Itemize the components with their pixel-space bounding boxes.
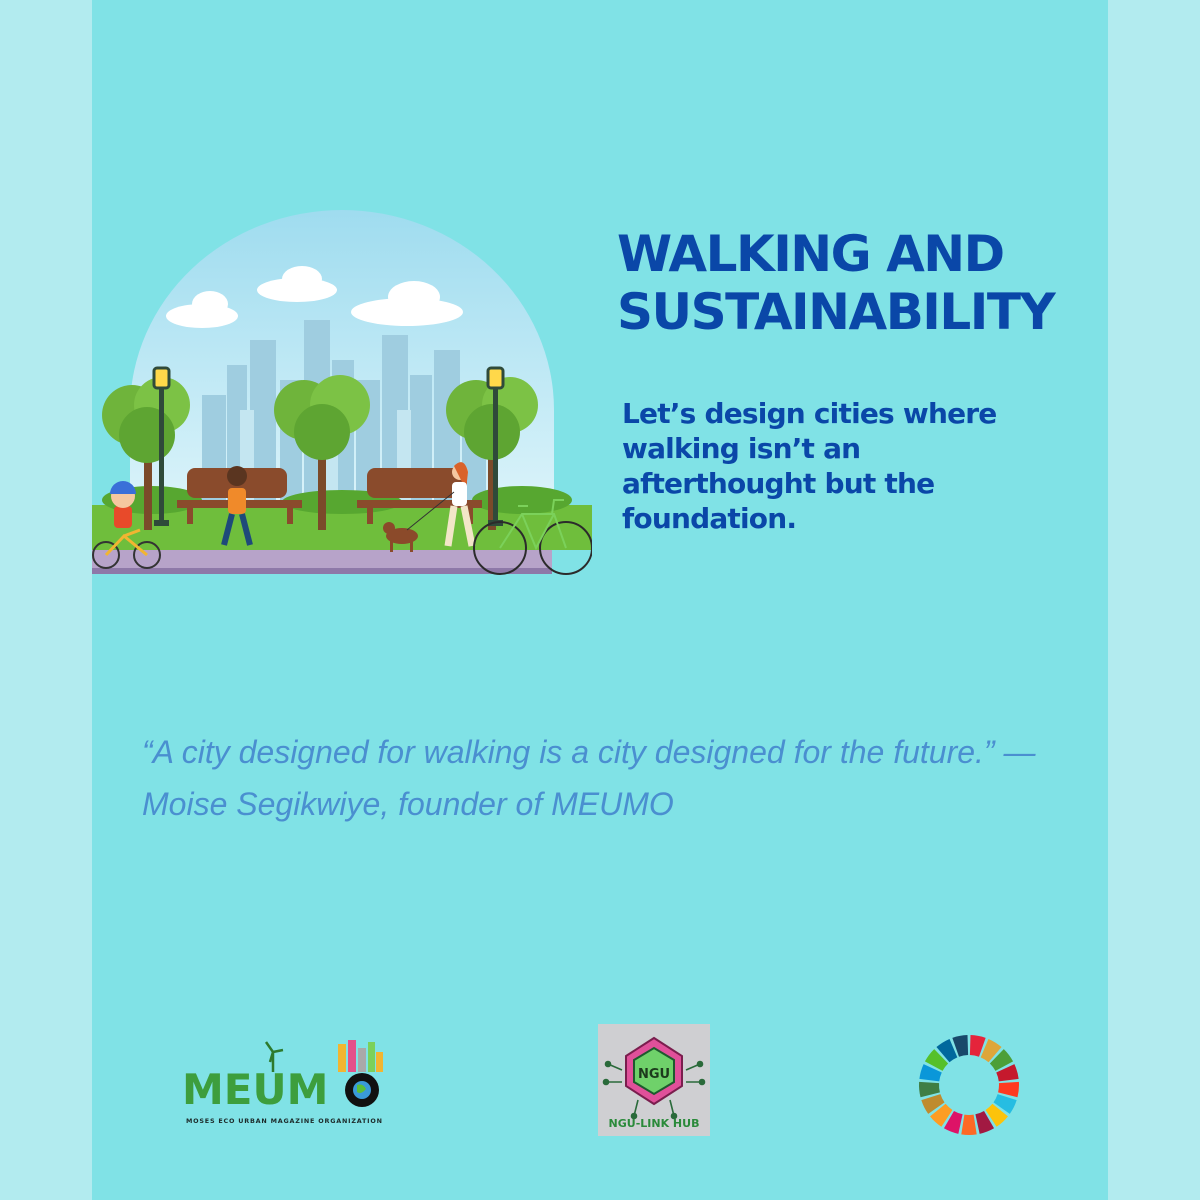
sdg-wheel-icon [917, 1033, 1021, 1137]
poster-panel [92, 0, 1108, 1200]
sdg-segment [919, 1082, 940, 1097]
sdg-segment [998, 1082, 1019, 1097]
park-illustration [92, 200, 592, 585]
ngu-badge: NGU [637, 1067, 671, 1082]
title-line-1: WALKING AND [617, 225, 1004, 283]
quote: “A city designed for walking is a city designed for the future.” —Moise Segikwiye, founder of MEUMO [142, 734, 1036, 822]
title-line-2: SUSTAINABILITY [617, 283, 1055, 341]
city-skyline-icon [338, 1040, 383, 1072]
ngu-label: NGU-LINK HUB [608, 1117, 700, 1130]
meumo-wordmark: MEUM [182, 1065, 329, 1114]
meumo-logo [180, 1040, 390, 1126]
meumo-tagline: MOSES ECO URBAN MAGAZINE ORGANIZATION [186, 1117, 383, 1125]
page-title [617, 225, 1177, 341]
subtitle: Let’s design cities where walking isn’t an afterthought but the foundation. [622, 397, 997, 535]
sdg-segment [961, 1115, 976, 1135]
ngu-link-hub-logo [598, 1024, 710, 1136]
